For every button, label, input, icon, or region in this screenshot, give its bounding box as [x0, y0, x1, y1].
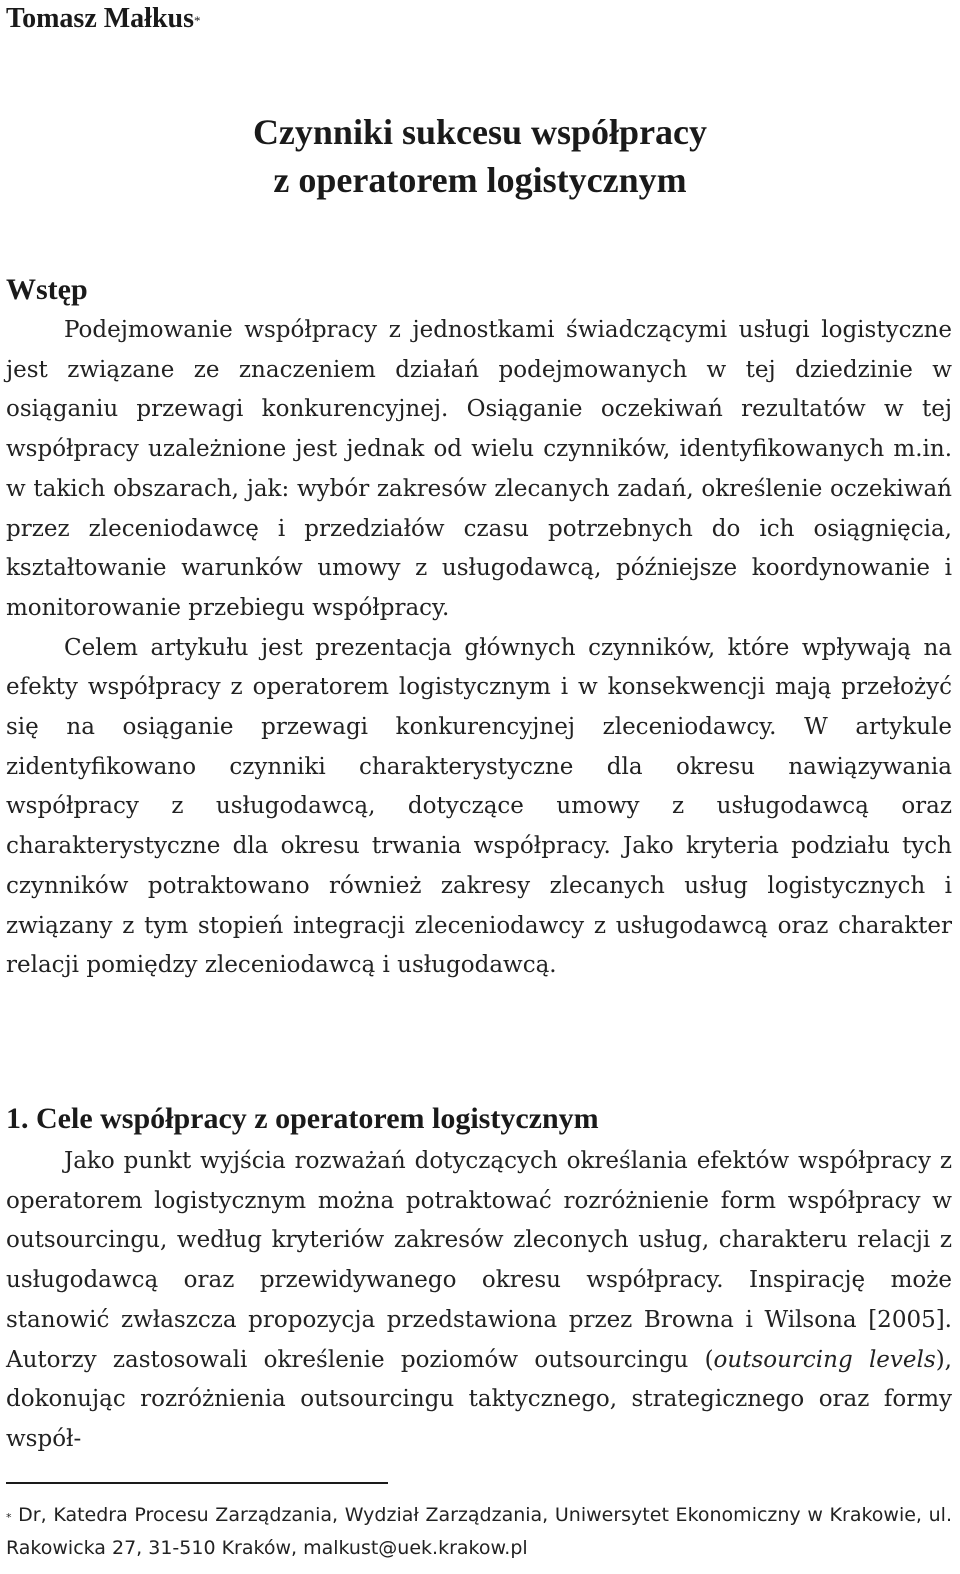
section-1-paragraph-1: [6, 1142, 952, 1460]
article-title-line-1: Czynniki sukcesu współpracy: [252, 112, 708, 152]
footnote-text: Dr, Katedra Procesu Zarządzania, Wydział Zarządzania, Uniwersytet Ekonomiczny w Krakowie, ul. Rakowicka 27, 31-510 Kraków, malkust@uek.krakow.pl: [6, 1504, 952, 1559]
intro-paragraph-1: Podejmowanie współpracy z jednostkami świadczącymi usługi logistyczne jest związane ze znaczeniem działań podejmowanych w tej dziedzinie w osiąganiu przewagi konkurencyjnej. Osiąganie oczekiwań rezultatów w tej współpracy uzależnione jest jednak od wielu czynników, identyfikowanych m.in. w takich obszarach, jak: wybór zakresów zlecanych zadań, określenie oczekiwań przez zleceniodawcę i przedziałów czasu potrzebnych do ich osiągnięcia, kształtowanie warunków umowy z usługodawcą, późniejsze koordynowanie i monitorowanie przebiegu współpracy.: [6, 317, 952, 621]
footnote-divider: [6, 1482, 388, 1484]
intro-heading: Wstęp: [6, 273, 88, 306]
author-text: Tomasz Małkus: [6, 3, 195, 34]
author-footnote-mark: *: [194, 13, 201, 28]
section-1-heading: 1. Cele współpracy z operatorem logistycznym: [6, 1102, 599, 1135]
intro-body: [6, 311, 952, 986]
section-1-text-before: Jako punkt wyjścia rozważań dotyczących określania efektów współpracy z operatorem logistycznym można potraktować rozróżnienie form współpracy w outsourcingu, według kryteriów zakresów zleconych usług, charakteru relacji z usługodawcą oraz przewidywanego okresu współpracy. Inspirację może stanowić zwłaszcza propozycja przedstawiona przez Browna i Wilsona [2005]. Autorzy zastosowali określenie poziomów outsourcingu (: [6, 1148, 952, 1373]
section-1-body: [6, 1142, 952, 1460]
section-1-italic-term: outsourcing levels: [713, 1346, 936, 1373]
intro-paragraph-2: Celem artykułu jest prezentacja głównych czynników, które wpływają na efekty współpracy z operatorem logistycznym i w konsekwencji mają przełożyć się na osiąganie przewagi konkurencyjnej zleceniodawcy. W artykule zidentyfikowano czynniki charakterystyczne dla okresu nawiązywania współpracy z usługodawcą, dotyczące umowy z usługodawcą oraz charakterystyczne dla okresu trwania współpracy. Jako kryteria podziału tych czynników potraktowano również zakresy zlecanych usług logistycznych i związany z tym stopień integracji zleceniodawcy z usługodawcą oraz charakter relacji pomiędzy zleceniodawcą i usługodawcą.: [6, 634, 952, 979]
article-title: [0, 108, 960, 204]
section-1-text-after: ), dokonując rozróżnienia outsourcingu taktycznego, strategicznego oraz formy współ-: [6, 1346, 952, 1452]
article-title-line-2: z operatorem logistycznym: [273, 160, 687, 200]
author-name: [6, 2, 201, 36]
footnote: [6, 1499, 952, 1565]
footnote-mark: *: [6, 1511, 12, 1524]
